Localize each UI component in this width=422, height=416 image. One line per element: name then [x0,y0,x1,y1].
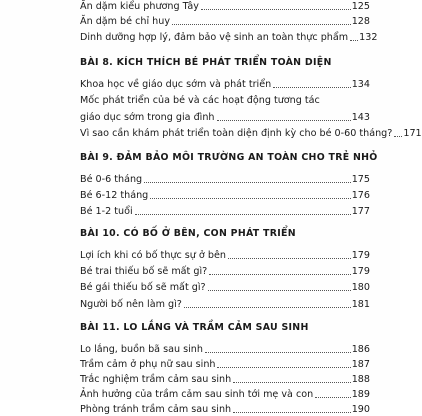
dot-leader [184,307,351,308]
entry-page: 179 [351,266,370,277]
entry-page: 134 [351,79,370,90]
entry-title: Khoa học về giáo dục sớm và phát triển [80,79,272,90]
dot-leader [217,367,350,368]
entry-title: Ăn dặm kiểu phương Tây [80,1,199,12]
dot-leader [315,397,350,398]
chapter-heading: BÀI 9. ĐẢM BẢO MÔI TRƯỜNG AN TOÀN CHO TRẺ NHỎ [80,152,378,163]
entry-title: Trầm cảm ở phụ nữ sau sinh [80,359,216,370]
dot-leader [172,24,351,25]
chapter-heading: BÀI 11. LO LẮNG VÀ TRẦM CẢM SAU SINH [80,322,309,333]
toc-entry [80,341,370,356]
toc-entry [80,247,370,262]
toc-entry [80,29,378,44]
dot-leader [273,87,350,88]
entry-page: 180 [351,282,370,293]
toc-entry [80,13,370,28]
entry-title: Bé trai thiếu bố sẽ mất gì? [80,266,208,277]
toc-entry [80,92,370,107]
dot-leader [350,40,358,41]
dot-leader [205,352,351,353]
entry-page: 143 [351,112,370,123]
toc-entry [80,296,370,311]
toc-entry [80,76,370,91]
entry-title: Mốc phát triển của bé và các hoạt động tương tác [80,95,320,106]
dot-leader [209,274,350,275]
entry-page: 128 [351,16,370,27]
dot-leader [217,120,351,121]
entry-page: 171 [403,128,422,139]
entry-title: Lợi ích khi có bố thực sự ở bên [80,250,226,261]
entry-page: 187 [351,359,370,370]
toc-entry [80,386,370,401]
entry-page: 132 [359,32,378,43]
toc-entry [80,263,370,278]
dot-leader [201,9,351,10]
dot-leader [135,214,351,215]
toc-entry [80,279,370,294]
entry-page: 179 [351,250,370,261]
dot-leader [150,198,350,199]
entry-page: 125 [351,1,370,12]
toc-entry [80,171,370,186]
toc-entry [80,371,370,386]
toc-entry [80,0,370,13]
entry-title: Dinh dưỡng hợp lý, đảm bảo vệ sinh an toàn thực phẩm [80,32,349,43]
entry-page: 189 [351,389,370,400]
dot-leader [208,290,351,291]
entry-page: 177 [351,206,370,217]
entry-title: Ăn dặm bé chỉ huy [80,16,171,27]
entry-title: Bé 6-12 tháng [80,190,149,201]
entry-title: Trắc nghiệm trầm cảm sau sinh [80,374,232,385]
entry-page: 190 [351,404,370,415]
dot-leader [394,136,402,137]
toc-entry [80,187,370,202]
entry-title: Người bố nên làm gì? [80,299,182,310]
dot-leader [228,258,351,259]
chapter-heading: BÀI 10. CÓ BỐ Ở BÊN, CON PHÁT TRIỂN [80,228,296,239]
entry-page: 188 [351,374,370,385]
dot-leader [233,382,351,383]
dot-leader [144,182,351,183]
chapter-heading: BÀI 8. KÍCH THÍCH BÉ PHÁT TRIỂN TOÀN DIỆN [80,57,332,68]
toc-entry [80,203,370,218]
entry-title: Bé gái thiếu bố sẽ mất gì? [80,282,206,293]
entry-page: 176 [351,190,370,201]
entry-title: Bé 0-6 tháng [80,174,143,185]
entry-title: Bé 1-2 tuổi [80,206,133,217]
entry-page: 181 [351,299,370,310]
entry-title: giáo dục sớm trong gia đình [80,112,215,123]
entry-title: Ảnh hưởng của trầm cảm sau sinh tới mẹ và con [80,389,314,400]
entry-title: Lo lắng, buồn bã sau sinh [80,344,203,355]
toc-entry [80,125,422,140]
entry-page: 175 [351,174,370,185]
toc-entry [80,356,370,371]
entry-title: Vì sao cần khám phát triển toàn diện định kỳ cho bé 0-60 tháng? [80,128,393,139]
entry-page: 186 [351,344,370,355]
toc-entry [80,401,370,416]
toc-entry [80,109,370,124]
dot-leader [233,412,351,413]
entry-title: Phòng tránh trầm cảm sau sinh [80,404,232,415]
